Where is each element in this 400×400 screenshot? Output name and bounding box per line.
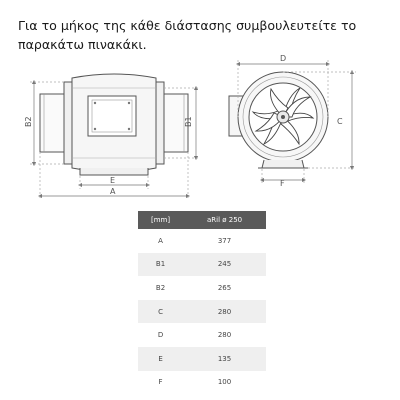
dim-label-f: F: [280, 179, 285, 188]
table-row: [138, 300, 266, 324]
dim-label-c: C: [337, 117, 343, 126]
left-flange: [64, 82, 72, 164]
table-cell-dimension: A: [158, 236, 163, 245]
table-row: [138, 253, 266, 277]
table-header-model: aRil ø 250: [183, 211, 266, 229]
table-cell-value: 245: [183, 253, 266, 277]
table-cell-dimension: E: [138, 347, 183, 371]
table-cell-dimension: B2: [155, 283, 166, 292]
dim-label-b1: B1: [184, 116, 193, 127]
table-row: [138, 323, 266, 347]
table-cell-value: 280: [183, 300, 266, 324]
mounting-base: [80, 168, 148, 175]
dim-label-a: A: [110, 187, 116, 196]
table-row: [138, 347, 266, 371]
table-cell-value: 100: [217, 378, 232, 387]
fan-dimension-diagram: [0, 52, 400, 202]
table-cell-value: 135: [183, 347, 266, 371]
intro-text: Για το μήκος της κάθε διάστασης συμβουλευτείτε το παρακάτω πινακάκι.: [18, 18, 357, 52]
table-cell-dimension: D: [157, 331, 164, 340]
dim-label-b2: B2: [24, 116, 33, 127]
table-row: [138, 276, 266, 300]
table-cell-dimension: C: [138, 300, 183, 324]
table-cell-dimension: F: [158, 378, 163, 387]
table-row: [138, 371, 266, 395]
table-header-row: [138, 211, 266, 229]
table-cell-value: 280: [217, 331, 232, 340]
dim-label-e: E: [110, 176, 116, 185]
table-cell-value: 265: [217, 283, 232, 292]
table-cell-value: 377: [217, 236, 232, 245]
dimensions-table: [138, 211, 266, 394]
table-cell-dimension: B1: [138, 253, 183, 277]
front-view: [229, 72, 328, 168]
table-header-unit: [mm]: [138, 211, 183, 229]
side-view: [40, 74, 188, 175]
front-mounting-base: [262, 160, 304, 168]
right-flange: [156, 82, 164, 164]
table-row: [138, 229, 266, 253]
dim-label-d: D: [280, 54, 287, 63]
